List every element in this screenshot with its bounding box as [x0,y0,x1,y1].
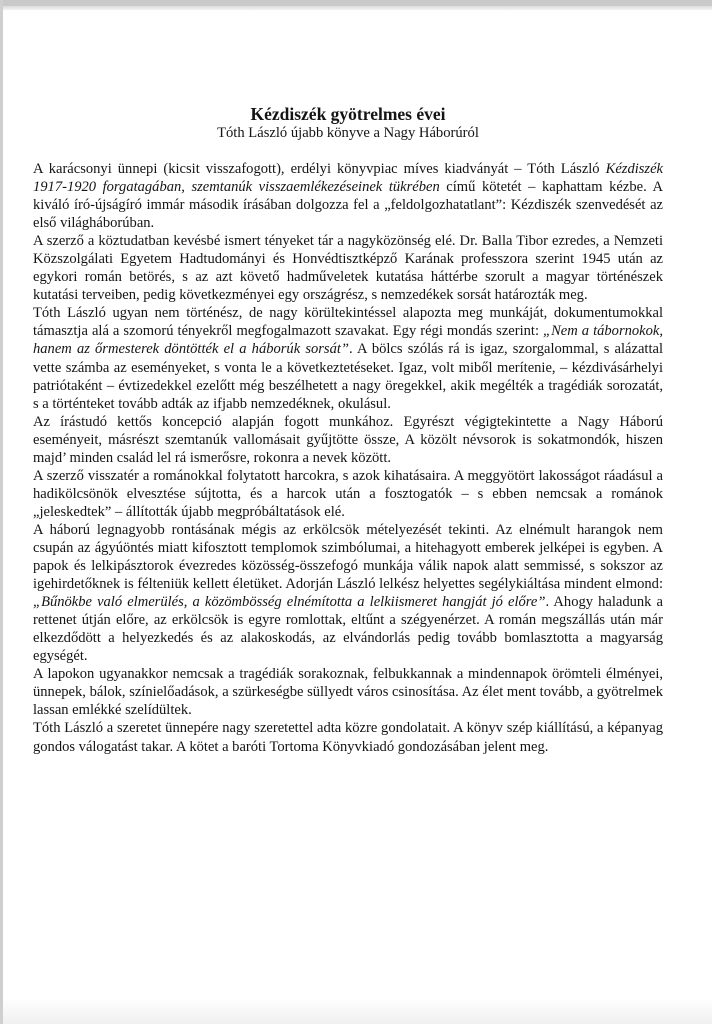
window-left-border [0,0,3,1024]
paragraph-3-text-a: Tóth László ugyan nem történész, de nagy körültekintéssel alapozta meg munkáját, dokumentumokkal támasztja alá a szomorú tényekről megfogalmazott szavakat. Egy régi mondás szerint: [33,305,663,340]
paragraph-8: Tóth László a szeretet ünnepére nagy szeretettel adta közre gondolatait. A könyv szép kiállítású, a képanyag gondos válogatást takar. A kötet a baróti Tortoma Könyvkiadó gondozásában jelent meg. [33,720,663,755]
paragraph-1 [33,160,663,232]
paragraph-6-text-b: . Ahogy haladunk a rettenet útján előre, az erkölcsök is egyre romlottak, eltűnt a szégyenérzet. A román megszállás után már elkezdődött a helyezkedés és az alakoskodás, az elvándorlás pedig tovább bomlasztotta a magyarság egységét. [33,594,663,665]
article-subtitle: Tóth László újabb könyve a Nagy Háborúról [217,125,479,141]
window-bottom-edge [3,998,712,1024]
toolbar-edge [0,6,712,10]
quote-italic: „Bűnökbe való elmerülés, a közömbösség elnémította a lelkiismeret hangját jó előre” [33,594,546,611]
paragraph-7: A lapokon ugyanakkor nemcsak a tragédiák sorakoznak, felbukkannak a mindennapok örömteli élményei, ünnepek, bálok, színielőadások, a szürkeségbe süllyedt város csinosítása. Az élet ment tovább, a gyötrelmek lassan emlékké szelídültek. [33,666,663,719]
paragraph-6 [33,521,663,665]
paragraph-1-text-a: A karácsonyi ünnepi (kicsit visszafogott), erdélyi könyvpiac míves kiadványát – Tóth László [33,161,606,177]
book-title-italic: Kézdiszék 1917-1920 forgatagában, szemtanúk visszaemlékezéseinek tükrében [33,161,663,196]
paragraph-3-text-b: . A bölcs szólás rá is igaz, szorgalommal, s alázattal vette számba az eseményeket, s vonta le a következtetéseket. Igaz, volt miből merítenie, – kézdivásárhelyi patriótaként – évtizedekkel ezelőtt még beszélhetett a nagy öregekkel, akik megélték a tragédiák sorozatát, s a történteket tovább adták az ifjabb nemzedéknek, okulásul. [33,341,663,412]
article-title: Kézdiszék gyötrelmes évei [250,104,446,124]
paragraph-2: A szerző a köztudatban kevésbé ismert tényeket tár a nagyközönség elé. Dr. Balla Tibor ezredes, a Nemzeti Közszolgálati Egyetem Hadtudományi és Honvédtisztképző Karának professzora szerint 1945 után az egykori román betörés, s az azt követő hadműveletek kutatása háttérbe szorult a magyar történészek kutatási terveiben, pedig következményei egy országrész, s nemzedékek sorsát határozták meg. [33,233,663,304]
paragraph-3 [33,304,663,412]
document-page [33,104,663,756]
paragraph-4: Az írástudó kettős koncepció alapján fogott munkához. Egyrészt végigtekintette a Nagy Háború eseményeit, másrészt szemtanúk vallomásait gyűjtötte össze, A közölt névsorok is sokatmondók, hiszen majd’ minden család lel rá ismerősre, rokonra a nevek között. [33,413,663,466]
quote-italic: „Nem a tábornokok, hanem az őrmesterek döntötték el a háborúk sorsát” [33,323,663,358]
paragraph-1-text-b: című kötetét – kaphattam kézbe. A kiváló író-újságíró immár második írásában dolgozza fel a „feldolgozhatatlant”: Kézdiszék szenvedését az első világháborúban. [33,179,663,232]
paragraph-5: A szerző visszatér a románokkal folytatott harcokra, s azok kihatásaira. A meggyötört lakosságot ráadásul a hadikölcsönök elvesztése sújtotta, és a harcok után a fosztogatók – s ebben nemcsak a románok „jeleskedtek” – állították újabb megpróbáltatások elé. [33,467,663,520]
paragraph-6-text-a: A háború legnagyobb rontásának mégis az erkölcsök mételyezését tekinti. Az elnémult harangok nem csupán az ágyúöntés miatt kifosztott templomok szimbólumai, a hitehagyott emberek jelképei is egyben. A papok és lelkipásztorok évezredes közösség-összefogó munkája válik napok alatt semmissé, s sokszor az igehirdetőknek is félteniük kellett életüket. Adorján László lelkész helyettes segélykiáltása mindent elmond: [33,521,663,593]
